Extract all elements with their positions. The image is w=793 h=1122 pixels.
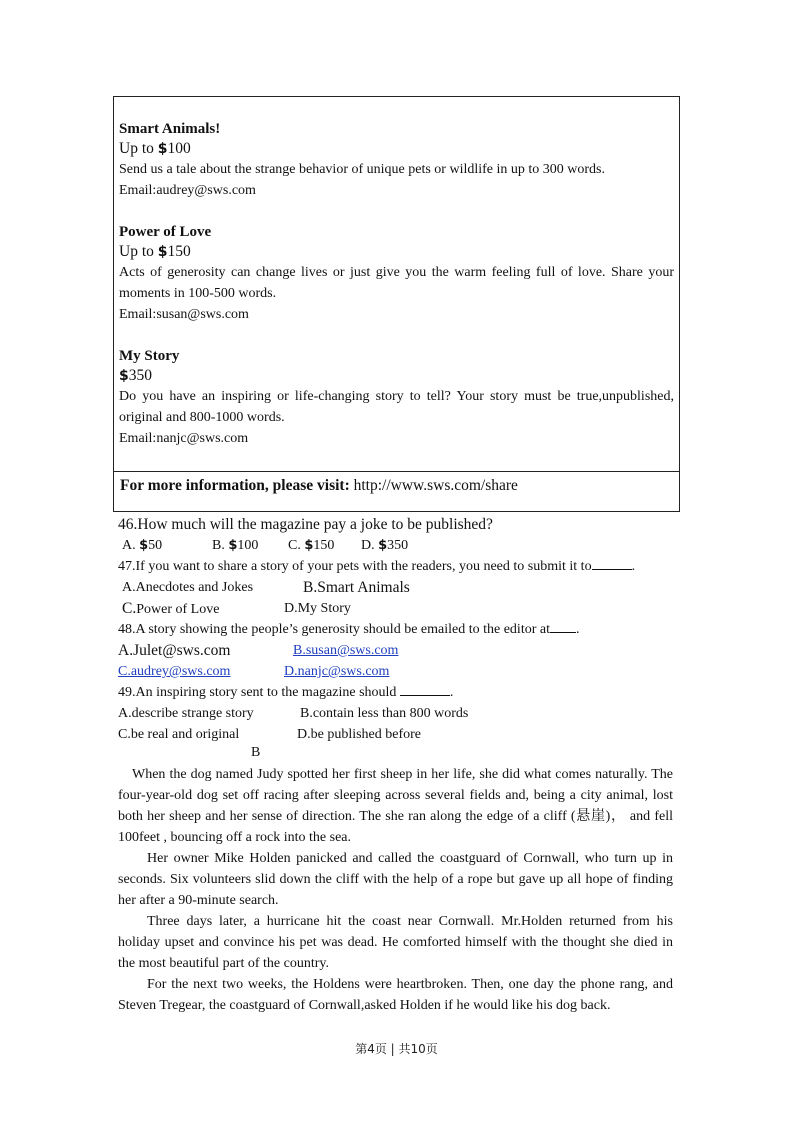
option-49-c[interactable]: C.be real and original [118,727,240,742]
dollar-sign: $ [228,538,238,553]
question-end: . [631,559,636,574]
dollar-sign: $ [139,538,149,553]
contest-prize [119,242,674,262]
contest-my-story [119,346,674,449]
question-47-options-row2 [118,598,678,619]
passage-paragraph: Three days later, a hurricane hit the coast near Cornwall. Mr.Holden returned from his holiday upset and convince his pet was dead. He comforted himself with the thought she died in the most beautiful part of the country. [118,914,673,971]
more-info-text [120,476,518,496]
question-46-stem: 46.How much will the magazine pay a joke to be published? [118,516,493,533]
question-list [118,514,678,745]
option-49-b[interactable]: B.contain less than 800 words [300,706,469,721]
option-46-a[interactable] [122,535,162,556]
option-49-d[interactable]: D.be published before [297,727,422,742]
option-48-b[interactable]: B.susan@sws.com [293,643,399,658]
option-amount: 150 [313,538,335,553]
reading-passage [118,764,673,1016]
prize-amount: 350 [128,367,152,384]
option-48-d[interactable]: D.nanjc@sws.com [284,664,390,679]
contest-prize [119,366,674,386]
contest-description: Send us a tale about the strange behavior of unique pets or wildlife in up to 300 words. [119,162,606,177]
option-amount: 50 [148,538,163,553]
option-47-a[interactable]: A.Anecdotes and Jokes [122,580,254,595]
option-47-d[interactable]: D.My Story [284,601,351,616]
dollar-sign: $ [157,244,168,260]
contest-list [119,119,674,449]
question-end: . [575,622,580,637]
contest-smart-animals [119,119,674,201]
contest-title: Smart Animals! [119,121,221,137]
contest-title: My Story [119,348,180,364]
question-48-options-row1 [118,640,678,661]
section-b-heading: B [251,745,261,760]
passage-paragraph: For the next two weeks, the Holdens were heartbroken. Then, one day the phone rang, and Steven Tregear, the coastguard of Cornwall,asked Holden if he would like his dog back. [118,977,673,1013]
contest-email: Email:audrey@sws.com [119,183,256,198]
passage-paragraph: When the dog named Judy spotted her first sheep in her life, she did what comes naturally. The four-year-old dog set off racing after sleeping across several fields and, being a city animal, lost both her sheep and her sense of direction. The she ran along the edge of a cliff (悬崖)， and fell 100feet , bouncing off a rock into the sea. [118,767,673,845]
contest-power-of-love [119,222,674,325]
dollar-sign: $ [119,368,129,384]
question-46-options [118,535,678,556]
dollar-sign: $ [378,538,388,553]
question-text: 47.If you want to share a story of your pets with the readers, you need to submit it to [118,559,592,574]
passage-paragraph: Her owner Mike Holden panicked and called the coastguard of Cornwall, who turn up in seconds. Six volunteers slid down the cliff with the help of a rope but gave up all hope of finding her after a 90-minute search. [118,851,673,908]
contest-description: Do you have an inspiring or life-changing story to tell? Your story must be true,unpublished, original and 800-1000 words. [119,389,674,425]
contest-description: Acts of generosity can change lives or just give you the warm feeling full of love. Share your moments in 100-500 words. [119,265,674,301]
answer-blank [592,556,632,570]
option-letter: C. [122,600,137,617]
page-number: 第4页 | 共10页 [355,1042,438,1056]
contest-email: Email:susan@sws.com [119,307,249,322]
prize-amount: 150 [167,243,191,260]
option-47-b[interactable]: B.Smart Animals [303,579,410,596]
dollar-sign: $ [157,141,168,157]
question-text: 49.An inspiring story sent to the magazine should [118,685,400,700]
option-48-c[interactable]: C.audrey@sws.com [118,664,231,679]
option-48-a[interactable]: A.Julet@sws.com [118,642,231,659]
question-end: . [449,685,454,700]
question-47-stem [118,556,678,577]
option-letter: B. [212,538,229,553]
option-amount: 100 [237,538,259,553]
prize-prefix: Up to [119,140,158,157]
question-47-options-row1 [118,577,678,598]
more-info-label: For more information, please visit: [120,477,354,494]
question-48-stem [118,619,678,640]
option-letter: C. [288,538,305,553]
dollar-sign: $ [304,538,314,553]
answer-blank [550,619,576,633]
option-47-c[interactable] [122,598,219,620]
option-amount: 350 [387,538,409,553]
option-46-b[interactable] [212,535,258,556]
answer-blank [400,682,450,696]
more-info-url[interactable]: http://www.sws.com/share [353,477,518,494]
option-letter: A. [122,538,140,553]
option-text: Power of Love [136,602,220,617]
contest-prize [119,139,674,159]
prize-prefix: Up to [119,243,158,260]
question-49-options-row2 [118,724,678,745]
contest-info-box [113,96,680,512]
option-46-c[interactable] [288,535,334,556]
option-49-a[interactable]: A.describe strange story [118,706,254,721]
question-text: 48.A story showing the people’s generosity should be emailed to the editor at [118,622,550,637]
question-49-options-row1 [118,703,678,724]
contest-title: Power of Love [119,224,212,240]
contest-email: Email:nanjc@sws.com [119,431,249,446]
prize-amount: 100 [167,140,191,157]
option-letter: D. [361,538,379,553]
option-46-d[interactable] [361,535,408,556]
more-info-row [114,471,679,513]
question-49-stem [118,682,678,703]
question-48-options-row2 [118,661,678,682]
